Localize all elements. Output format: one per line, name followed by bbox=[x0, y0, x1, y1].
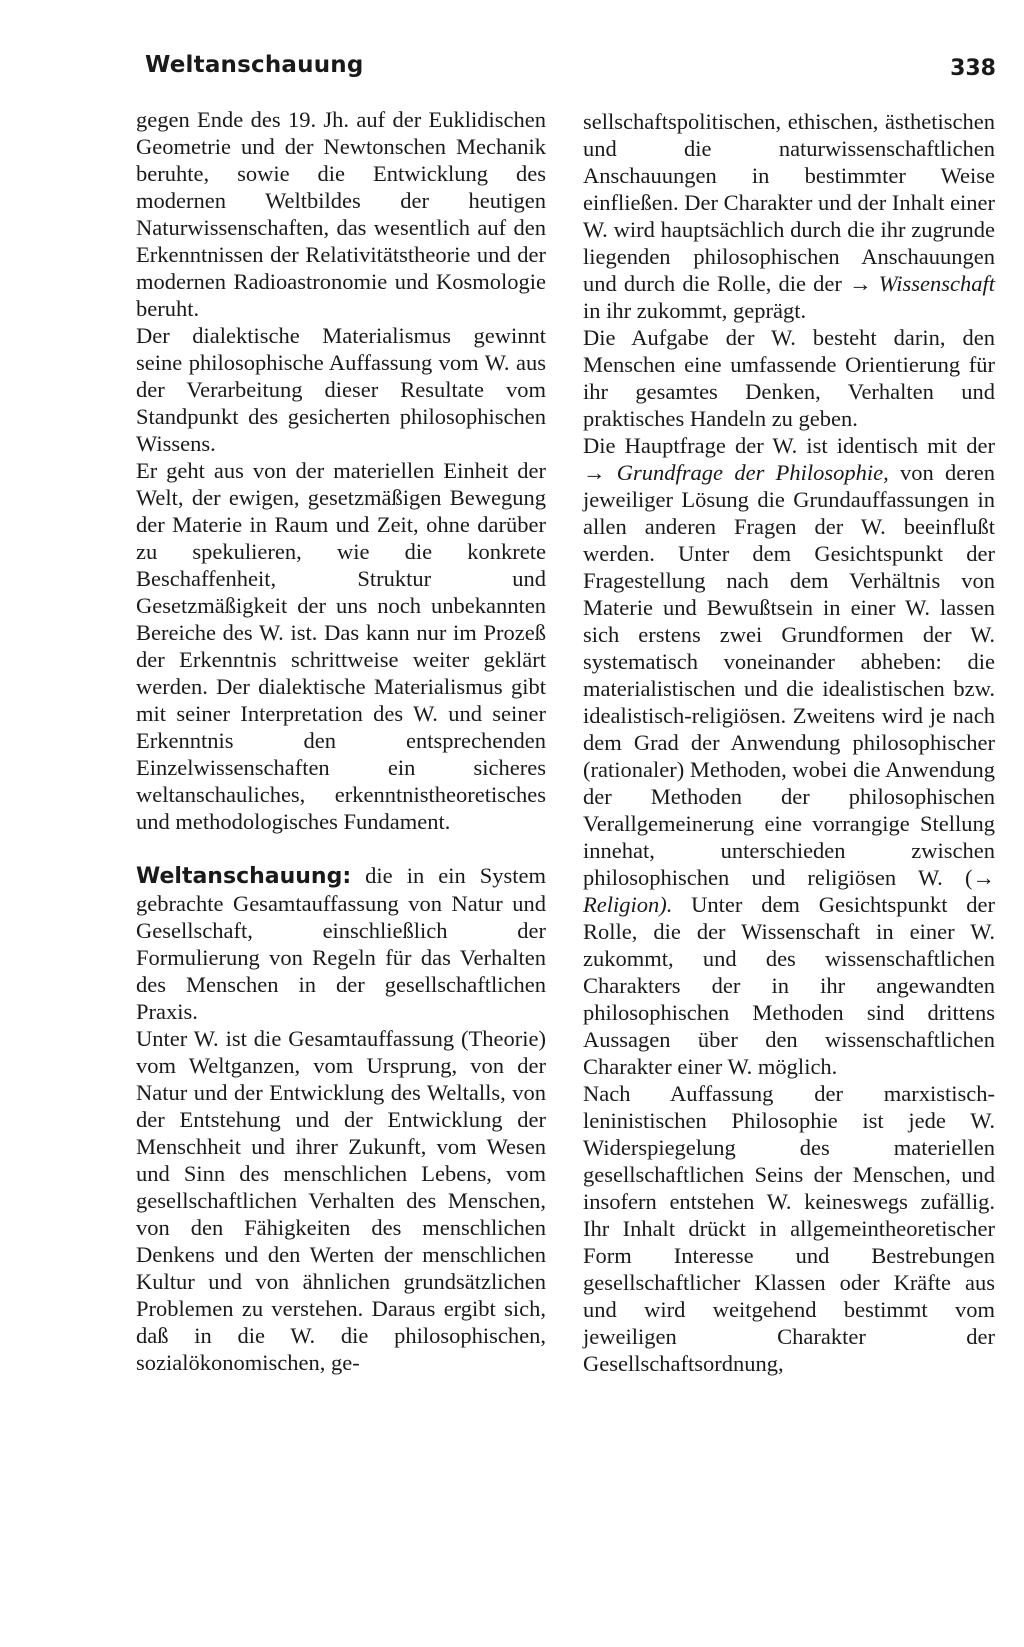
paragraph bbox=[583, 432, 995, 1080]
paragraph: Er geht aus von der materiellen Einheit der Welt, der ewigen, gesetzmäßigen Bewegung der Materie in Raum und Zeit, ohne darüber zu spekulieren, wie die konkrete Beschaffenheit, Struktur und Gesetzmäßigkeit der uns noch unbekannten Bereiche des W. ist. Das kann nur im Prozeß der Erkenntnis schrittweise weiter geklärt werden. Der dialektische Materialismus gibt mit seiner Interpretation des W. und seiner Erkenntnis den entsprechenden Einzelwissenschaften ein sicheres weltanschauliches, erkenntnistheoretisches und methodologisches Fundament. bbox=[136, 458, 546, 834]
dictionary-entry bbox=[136, 862, 546, 1025]
text-run: sellschaftspolitischen, ethischen, ästhetischen und die naturwissenschaftlichen Anschauungen in bestimmter Weise einfließen. Der Charakter und der Inhalt einer W. wird hauptsächlich durch die ihr zugrunde liegenden philosophischen Anschauungen und durch die Rolle, die der bbox=[583, 109, 995, 296]
paragraph: gegen Ende des 19. Jh. auf der Euklidischen Geometrie und der Newtonschen Mechanik beruhte, sowie die Entwicklung des modernen Weltbildes der heutigen Naturwissenschaften, das wesentlich auf den Erkenntnissen der Relativitätstheorie und der modernen Radioastronomie und Kosmologie beruht. bbox=[136, 107, 546, 321]
paragraph: Nach Auffassung der marxistisch-leninistischen Philosophie ist jede W. Widerspiegelung des materiellen gesellschaftlichen Seins der Menschen, und insofern entstehen W. keineswegs zufällig. Ihr Inhalt drückt in allgemeintheoretischer Form Interesse und Bestrebungen gesellschaftlicher Klassen oder Kräfte aus und wird weitgehend bestimmt vom jeweiligen Charakter der Gesellschaftsordnung, bbox=[583, 1081, 995, 1376]
text-run: Die Hauptfrage der W. ist identisch mit der bbox=[583, 433, 995, 458]
paragraph bbox=[583, 108, 995, 324]
page-number: 338 bbox=[950, 56, 996, 81]
cross-reference-arrow-icon: → bbox=[849, 271, 879, 296]
cross-reference-religion[interactable]: Religion). bbox=[583, 892, 673, 917]
paragraph: Die Aufgabe der W. besteht darin, den Menschen eine umfassende Orientierung für ihr gesamtes Denken, Verhalten und praktisches Handeln zu geben. bbox=[583, 325, 995, 431]
paragraph: Der dialektische Materialismus gewinnt seine philosophische Auffassung vom W. aus der Verarbeitung dieser Resultate vom Standpunkt des gesicherten philosophischen Wissens. bbox=[136, 323, 546, 456]
running-head-title: Weltanschauung bbox=[145, 52, 364, 78]
cross-reference-arrow-icon: → bbox=[583, 460, 617, 485]
text-run: in ihr zukommt, geprägt. bbox=[583, 298, 807, 323]
text-run: Unter dem Gesichtspunkt der Rolle, die der Wissenschaft in einer W. zukommt, und des wissenschaftlichen Charakters der in ihr angewandten philosophischen Methoden sind drittens Aussagen über den wissenschaftlichen Charakter einer W. möglich. bbox=[583, 892, 995, 1079]
cross-reference-grundfrage[interactable]: Grundfrage der Philosophie, bbox=[616, 460, 889, 485]
entry-definition: die in ein System gebrachte Gesamtauffassung von Natur und Gesellschaft, einschließlich der Formulierung von Regeln für das Verhalten des Menschen in der gesellschaftlichen Praxis. bbox=[136, 863, 546, 1024]
left-column bbox=[136, 106, 546, 1376]
paragraph: Unter W. ist die Gesamtauffassung (Theorie) vom Weltganzen, vom Ursprung, von der Natur und der Entwicklung des Weltalls, von der Entstehung und der Entwicklung der Menschheit und ihrer Zukunft, vom Wesen und Sinn des menschlichen Lebens, vom gesellschaftlichen Verhalten des Menschen, von den Fähigkeiten des menschlichen Denkens und den Werten der menschlichen Kultur und von ähnlichen grundsätzlichen Problemen zu verstehen. Daraus ergibt sich, daß in die W. die philosophischen, sozialökonomischen, ge- bbox=[136, 1026, 546, 1375]
cross-reference-wissenschaft[interactable]: Wissenschaft bbox=[878, 271, 995, 296]
right-column bbox=[583, 108, 995, 1377]
cross-reference-arrow-icon: → bbox=[972, 865, 995, 890]
text-run: von deren jeweiliger Lösung die Grundauffassungen in allen anderen Fragen der W. beeinflußt werden. Unter dem Gesichtspunkt der Fragestellung nach dem Verhältnis von Materie und Bewußtsein in einer W. lassen sich erstens zwei Grundformen der W. systematisch voneinander abheben: die materialistischen und die idealistischen bzw. idealistisch-religiösen. Zweitens wird je nach dem Grad der Anwendung philosophischer (rationaler) Methoden, wobei die Anwendung der Methoden der philosophischen Verallgemeinerung eine vorrangige Stellung innehat, unterschieden zwischen philosophischen und religiösen W. ( bbox=[583, 460, 996, 890]
entry-lemma: Weltanschauung: bbox=[136, 864, 352, 889]
